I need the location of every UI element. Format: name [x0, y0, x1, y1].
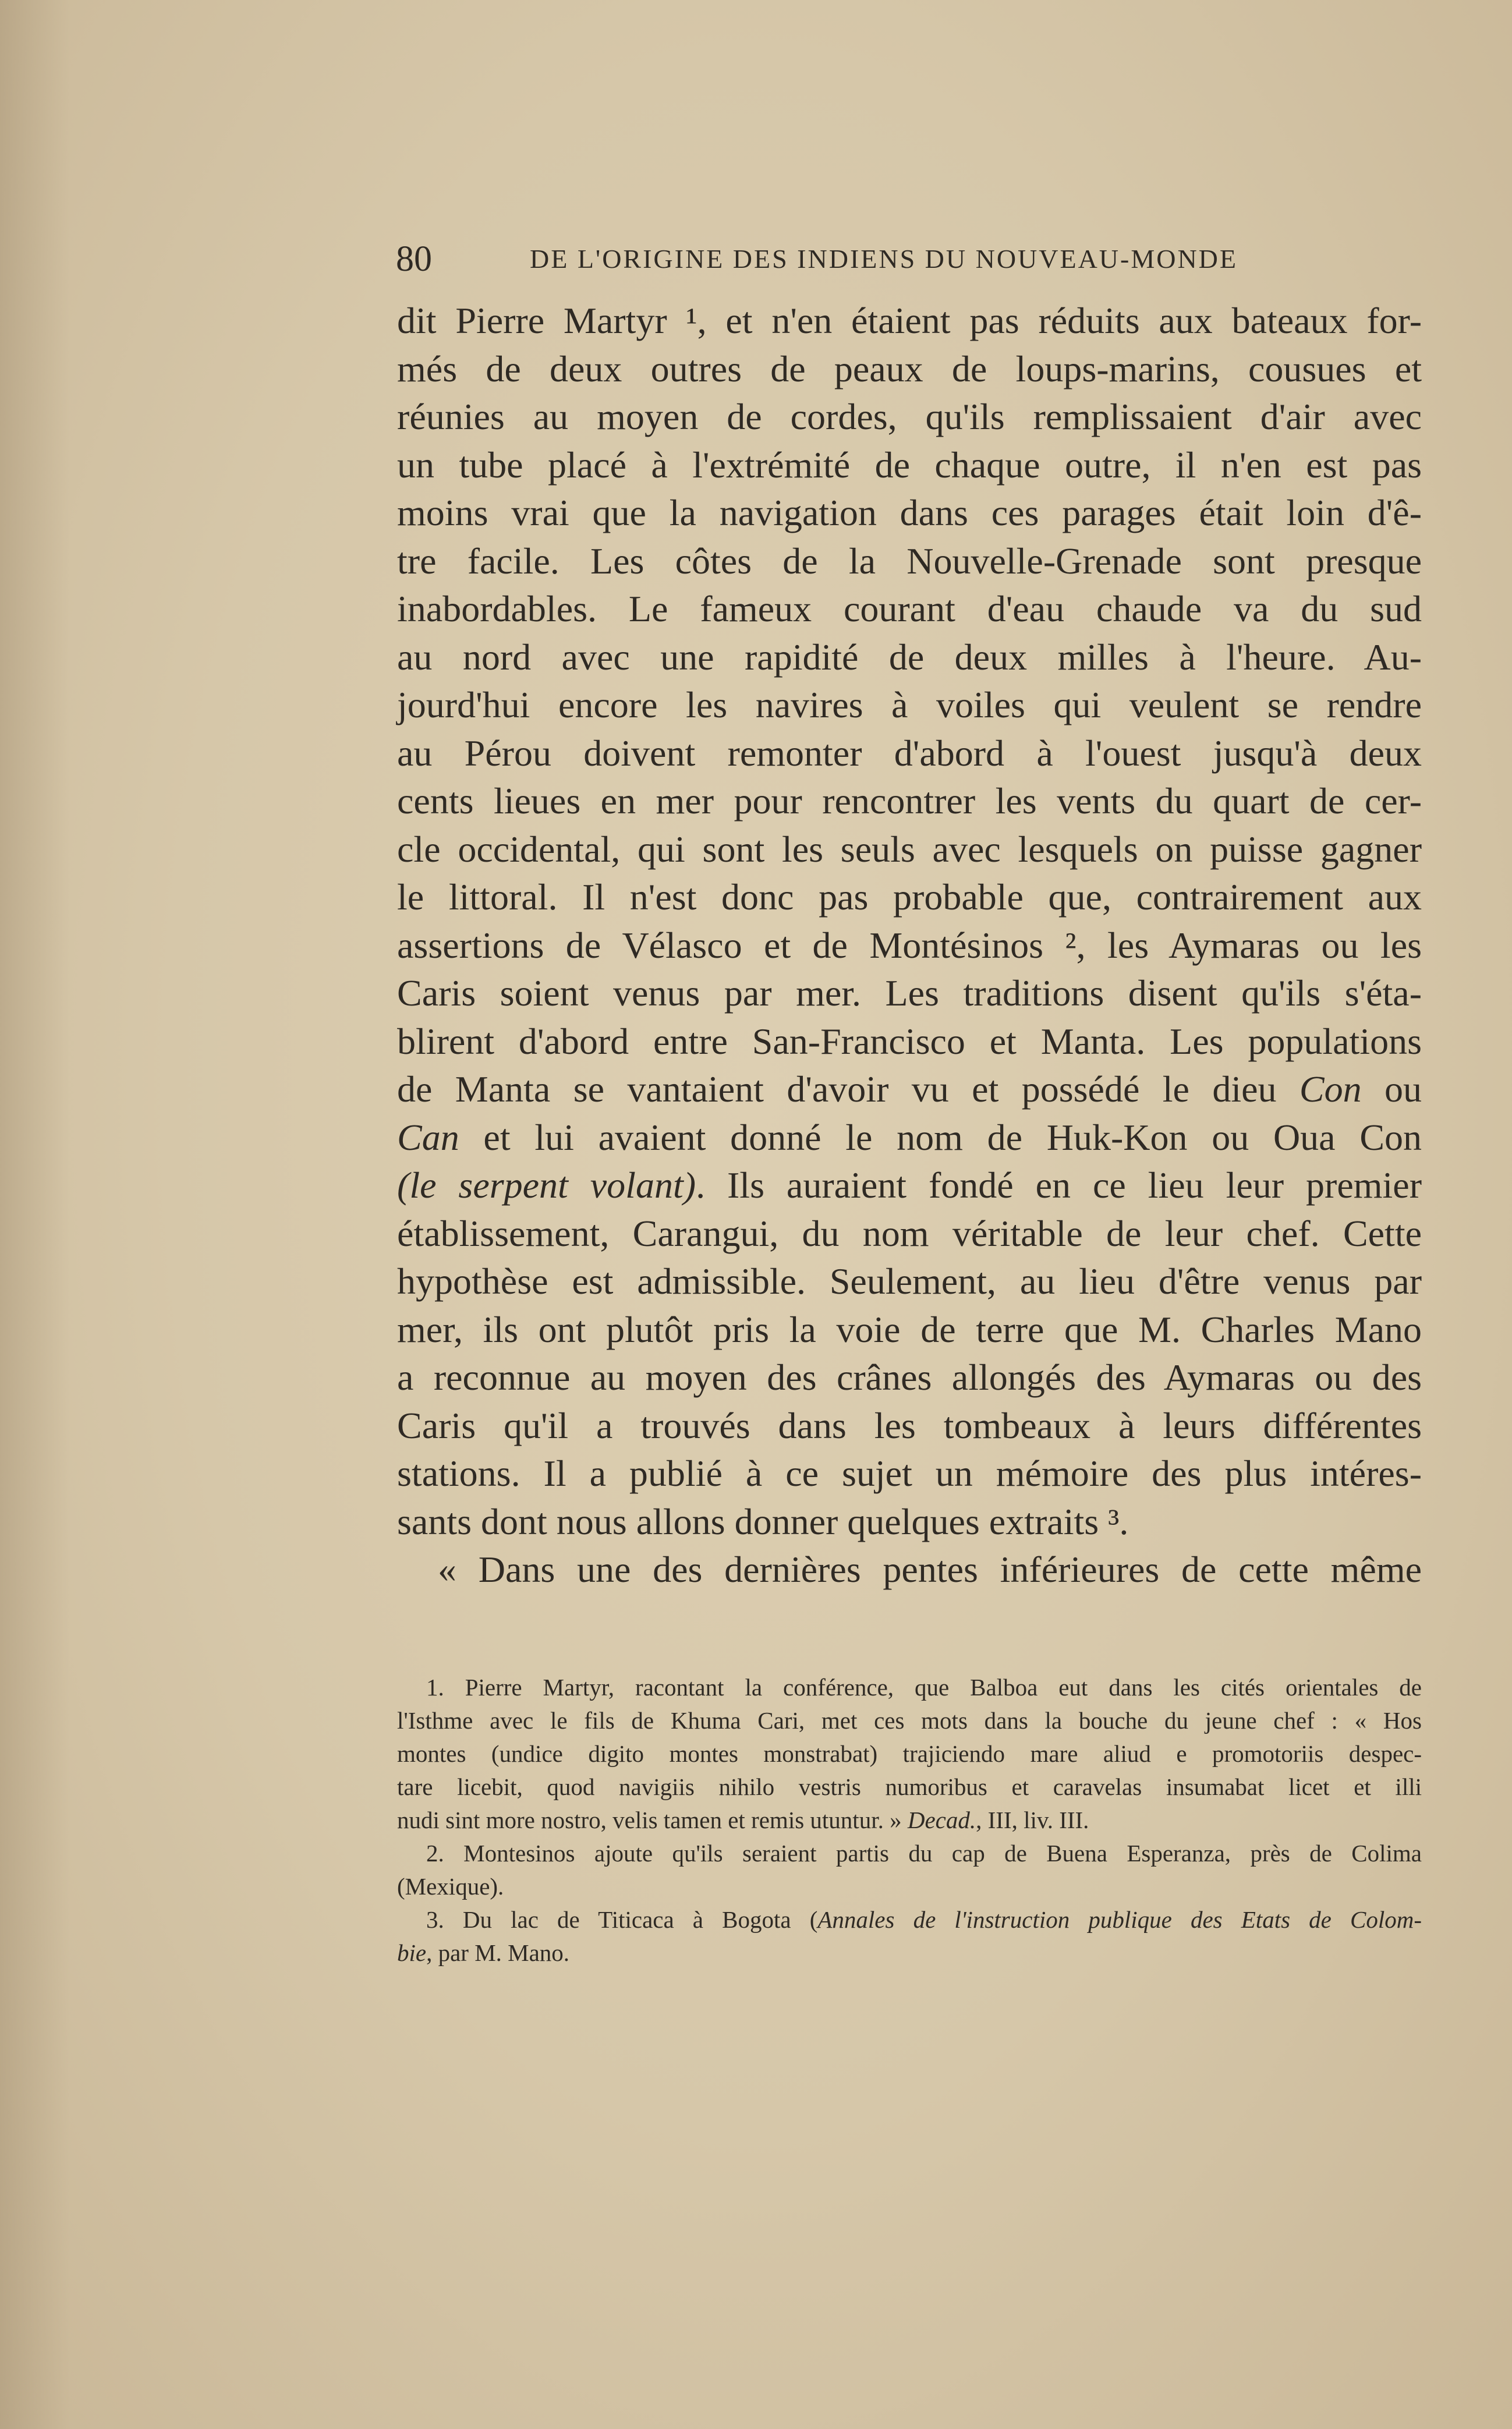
text-line [397, 1162, 1422, 1210]
text-line: au nord avec une rapidité de deux milles à l'heure. Au- [397, 636, 1422, 678]
footnote-line [397, 1804, 1422, 1837]
text-segment: 3. Du lac de Titicaca à Bogota ( [426, 1906, 818, 1933]
footnotes [397, 1671, 1422, 1970]
text-line [397, 1114, 1422, 1162]
text-line: « Dans une des dernières pentes inférieures de cette même [438, 1549, 1422, 1590]
italic-term: bie [397, 1939, 427, 1966]
text-line: jourd'hui encore les navires à voiles qui veulent se rendre [397, 684, 1422, 725]
footnote-line [397, 1903, 1422, 1936]
text-segment: de Manta se vantaient d'avoir vu et possédé le dieu [397, 1068, 1299, 1110]
footnote-line: 1. Pierre Martyr, racontant la conférence, que Balboa eut dans les cités orientales de [426, 1674, 1422, 1701]
footnote-line: tare licebit, quod navigiis nihilo vestris numoribus et caravelas insumabat licet et illi [397, 1773, 1422, 1800]
text-segment: ou [1361, 1068, 1422, 1110]
footnote-line: montes (undice digito montes monstrabat) trajiciendo mare aliud e promotoriis despec- [397, 1740, 1422, 1767]
italic-term: Annales de l'instruction publique des Etats de Colom- [817, 1906, 1422, 1933]
text-line: mer, ils ont plutôt pris la voie de terre que M. Charles Mano [397, 1308, 1422, 1350]
text-line: moins vrai que la navigation dans ces parages était loin d'ê- [397, 492, 1422, 533]
text-line: inabordables. Le fameux courant d'eau chaude va du sud [397, 588, 1422, 629]
italic-term: Decad. [907, 1807, 976, 1833]
footnote-line: 2. Montesinos ajoute qu'ils seraient partis du cap de Buena Esperanza, près de Colima [426, 1840, 1422, 1867]
italic-term: (le serpent volant) [397, 1164, 696, 1206]
text-segment: et lui avaient donné le nom de Huk-Kon ou Oua Con [459, 1116, 1422, 1158]
text-line: le littoral. Il n'est donc pas probable que, contrairement aux [397, 876, 1422, 918]
text-segment: . Ils auraient fondé en ce lieu leur premier [696, 1164, 1422, 1206]
text-line: blirent d'abord entre San-Francisco et Manta. Les populations [397, 1020, 1422, 1062]
footnote-line: l'Isthme avec le fils de Khuma Cari, met ces mots dans la bouche du jeune chef : « Hos [397, 1707, 1422, 1734]
footnote-line: (Mexique). [397, 1873, 504, 1900]
text-line: dit Pierre Martyr ¹, et n'en étaient pas réduits aux bateaux for- [397, 300, 1422, 341]
text-line: Caris soient venus par mer. Les traditions disent qu'ils s'éta- [397, 972, 1422, 1014]
text-line: a reconnue au moyen des crânes allongés des Aymaras ou des [397, 1357, 1422, 1398]
text-line: assertions de Vélasco et de Montésinos ², les Aymaras ou les [397, 924, 1422, 966]
text-line [397, 1065, 1422, 1114]
text-line: un tube placé à l'extrémité de chaque outre, il n'en est pas [397, 444, 1422, 486]
running-head: DE L'ORIGINE DES INDIENS DU NOUVEAU-MONDE [530, 244, 1238, 274]
text-line: cle occidental, qui sont les seuls avec lesquels on puisse gagner [397, 828, 1422, 870]
text-line: sants dont nous allons donner quelques extraits ³. [397, 1500, 1129, 1542]
page-edge-shadow [0, 0, 70, 2429]
text-line: réunies au moyen de cordes, qu'ils remplissaient d'air avec [397, 396, 1422, 437]
text-segment: , III, liv. III. [976, 1807, 1089, 1833]
text-line: cents lieues en mer pour rencontrer les vents du quart de cer- [397, 780, 1422, 822]
text-segment: nudi sint more nostro, velis tamen et remis utuntur. » [397, 1807, 908, 1833]
page-number: 80 [396, 239, 432, 279]
text-line: més de deux outres de peaux de loups-marins, cousues et [397, 348, 1422, 390]
text-line: tre facile. Les côtes de la Nouvelle-Grenade sont presque [397, 540, 1422, 582]
italic-term: Con [1299, 1068, 1362, 1110]
footnote-line [397, 1936, 1422, 1970]
text-line: au Pérou doivent remonter d'abord à l'ouest jusqu'à deux [397, 732, 1422, 774]
text-line: hypothèse est admissible. Seulement, au lieu d'être venus par [397, 1260, 1422, 1302]
italic-term: Can [397, 1116, 459, 1158]
page-header [396, 233, 1421, 285]
text-line: établissement, Carangui, du nom véritable de leur chef. Cette [397, 1212, 1422, 1254]
text-line: Caris qu'il a trouvés dans les tombeaux à leurs différentes [397, 1404, 1422, 1446]
main-text [397, 297, 1422, 1594]
text-segment: , par M. Mano. [426, 1939, 570, 1966]
text-line: stations. Il a publié à ce sujet un mémoire des plus intéres- [397, 1453, 1422, 1494]
